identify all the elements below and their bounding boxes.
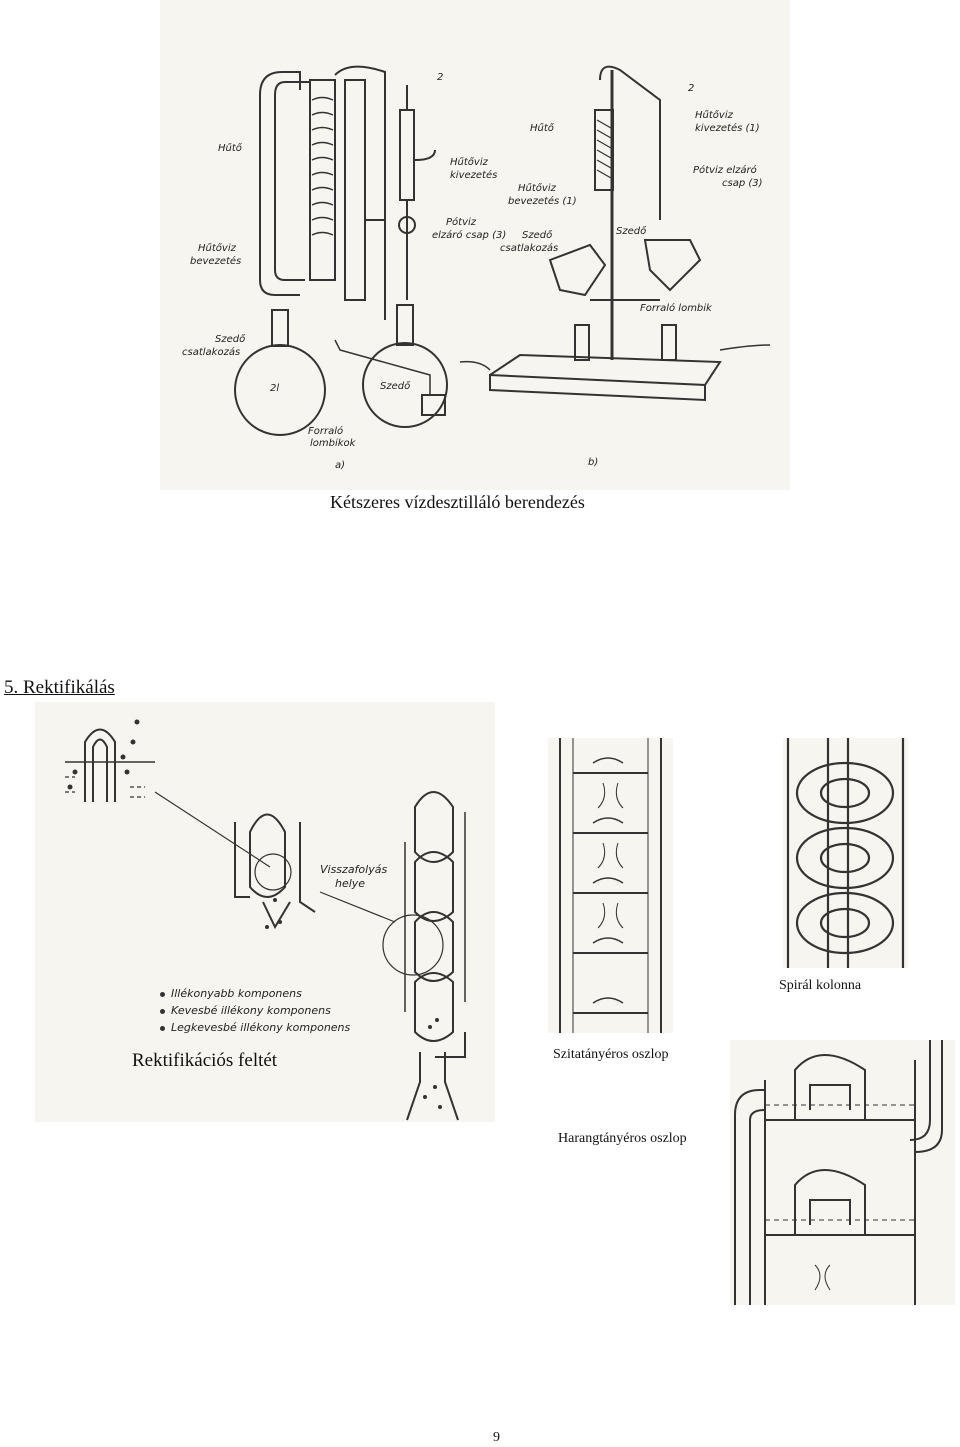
legend-item-1 (160, 987, 302, 1000)
label-potviz-b-2: csap (3) (722, 178, 763, 189)
legend-dot-icon (160, 992, 165, 997)
label-num2-b: 2 (688, 83, 695, 94)
bubble-cap-drawing (730, 1040, 955, 1305)
label-hutoviz-bevezetes-a-2: bevezetés (190, 256, 242, 267)
legend-dot-icon (160, 1026, 165, 1031)
figure1-caption: Kétszeres vízdesztilláló berendezés (330, 492, 585, 512)
legend-item-2 (160, 1004, 331, 1017)
label-volume: 2l (270, 383, 280, 394)
page-number: 9 (493, 1430, 500, 1445)
label-huto-b: Hűtő (530, 123, 554, 134)
sieve-tray-figure (548, 738, 673, 1033)
label-forralo-b: Forraló lombik (640, 303, 712, 314)
label-forralo-a-2: lombikok (310, 438, 356, 449)
label-huto-a: Hűtő (218, 143, 242, 154)
figure2-caption: Rektifikációs feltét (132, 1050, 278, 1071)
figure3-caption: Spirál kolonna (779, 978, 862, 993)
label-hutoviz-bevezetes-b: Hűtőviz (518, 183, 556, 194)
spiral-column-drawing (783, 738, 908, 968)
section-heading: 5. Rektifikálás (4, 677, 115, 698)
legend-item-3 (160, 1021, 350, 1034)
label-forralo-a: Forraló (308, 426, 344, 437)
sieve-tray-drawing (548, 738, 673, 1033)
label-szedo-csatlakozas-a: Szedő (215, 334, 246, 345)
legend-label-1: Illékonyabb komponens (171, 987, 302, 1000)
label-reflux: Visszafolyás (320, 863, 388, 876)
label-hutoviz-bevezetes-b-2: bevezetés (1) (508, 196, 577, 207)
label-hutoviz-kivezetes-a: Hűtőviz (450, 157, 488, 168)
bubble-cap-figure (730, 1040, 955, 1305)
label-szedo-a: Szedő (380, 381, 411, 392)
label-hutoviz-kivezetes-a-2: kivezetés (450, 170, 498, 181)
label-hutoviz-bevezetes-a: Hűtőviz (198, 243, 236, 254)
label-szedo-b: Szedő (616, 226, 647, 237)
legend-label-2: Kevesbé illékony komponens (171, 1004, 331, 1017)
label-szedo-csatl-b-2: csatlakozás (500, 243, 559, 254)
label-panel-b: b) (588, 457, 599, 468)
legend-dot-icon (160, 1009, 165, 1014)
distiller-figure (160, 0, 790, 490)
label-szedo-csatl-b: Szedő (522, 230, 553, 241)
label-potviz-b: Pótviz elzáró (693, 165, 757, 176)
label-panel-a: a) (335, 460, 346, 471)
label-reflux-2: helye (335, 877, 366, 890)
figure4-caption: Szitatányéros oszlop (553, 1047, 669, 1062)
figure5-caption: Harangtányéros oszlop (558, 1131, 687, 1146)
label-hutoviz-kivezetes-b: Hűtőviz (695, 110, 733, 121)
label-potviz-a: Pótviz (446, 217, 477, 228)
label-szedo-csatlakozas-a-2: csatlakozás (182, 347, 241, 358)
distiller-drawing (160, 0, 790, 490)
spiral-column-figure (783, 738, 908, 968)
label-num2-a: 2 (437, 72, 444, 83)
legend-label-3: Legkevesbé illékony komponens (171, 1021, 351, 1034)
label-potviz-a-2: elzáró csap (3) (432, 230, 507, 241)
label-hutoviz-kivezetes-b-2: kivezetés (1) (695, 123, 760, 134)
